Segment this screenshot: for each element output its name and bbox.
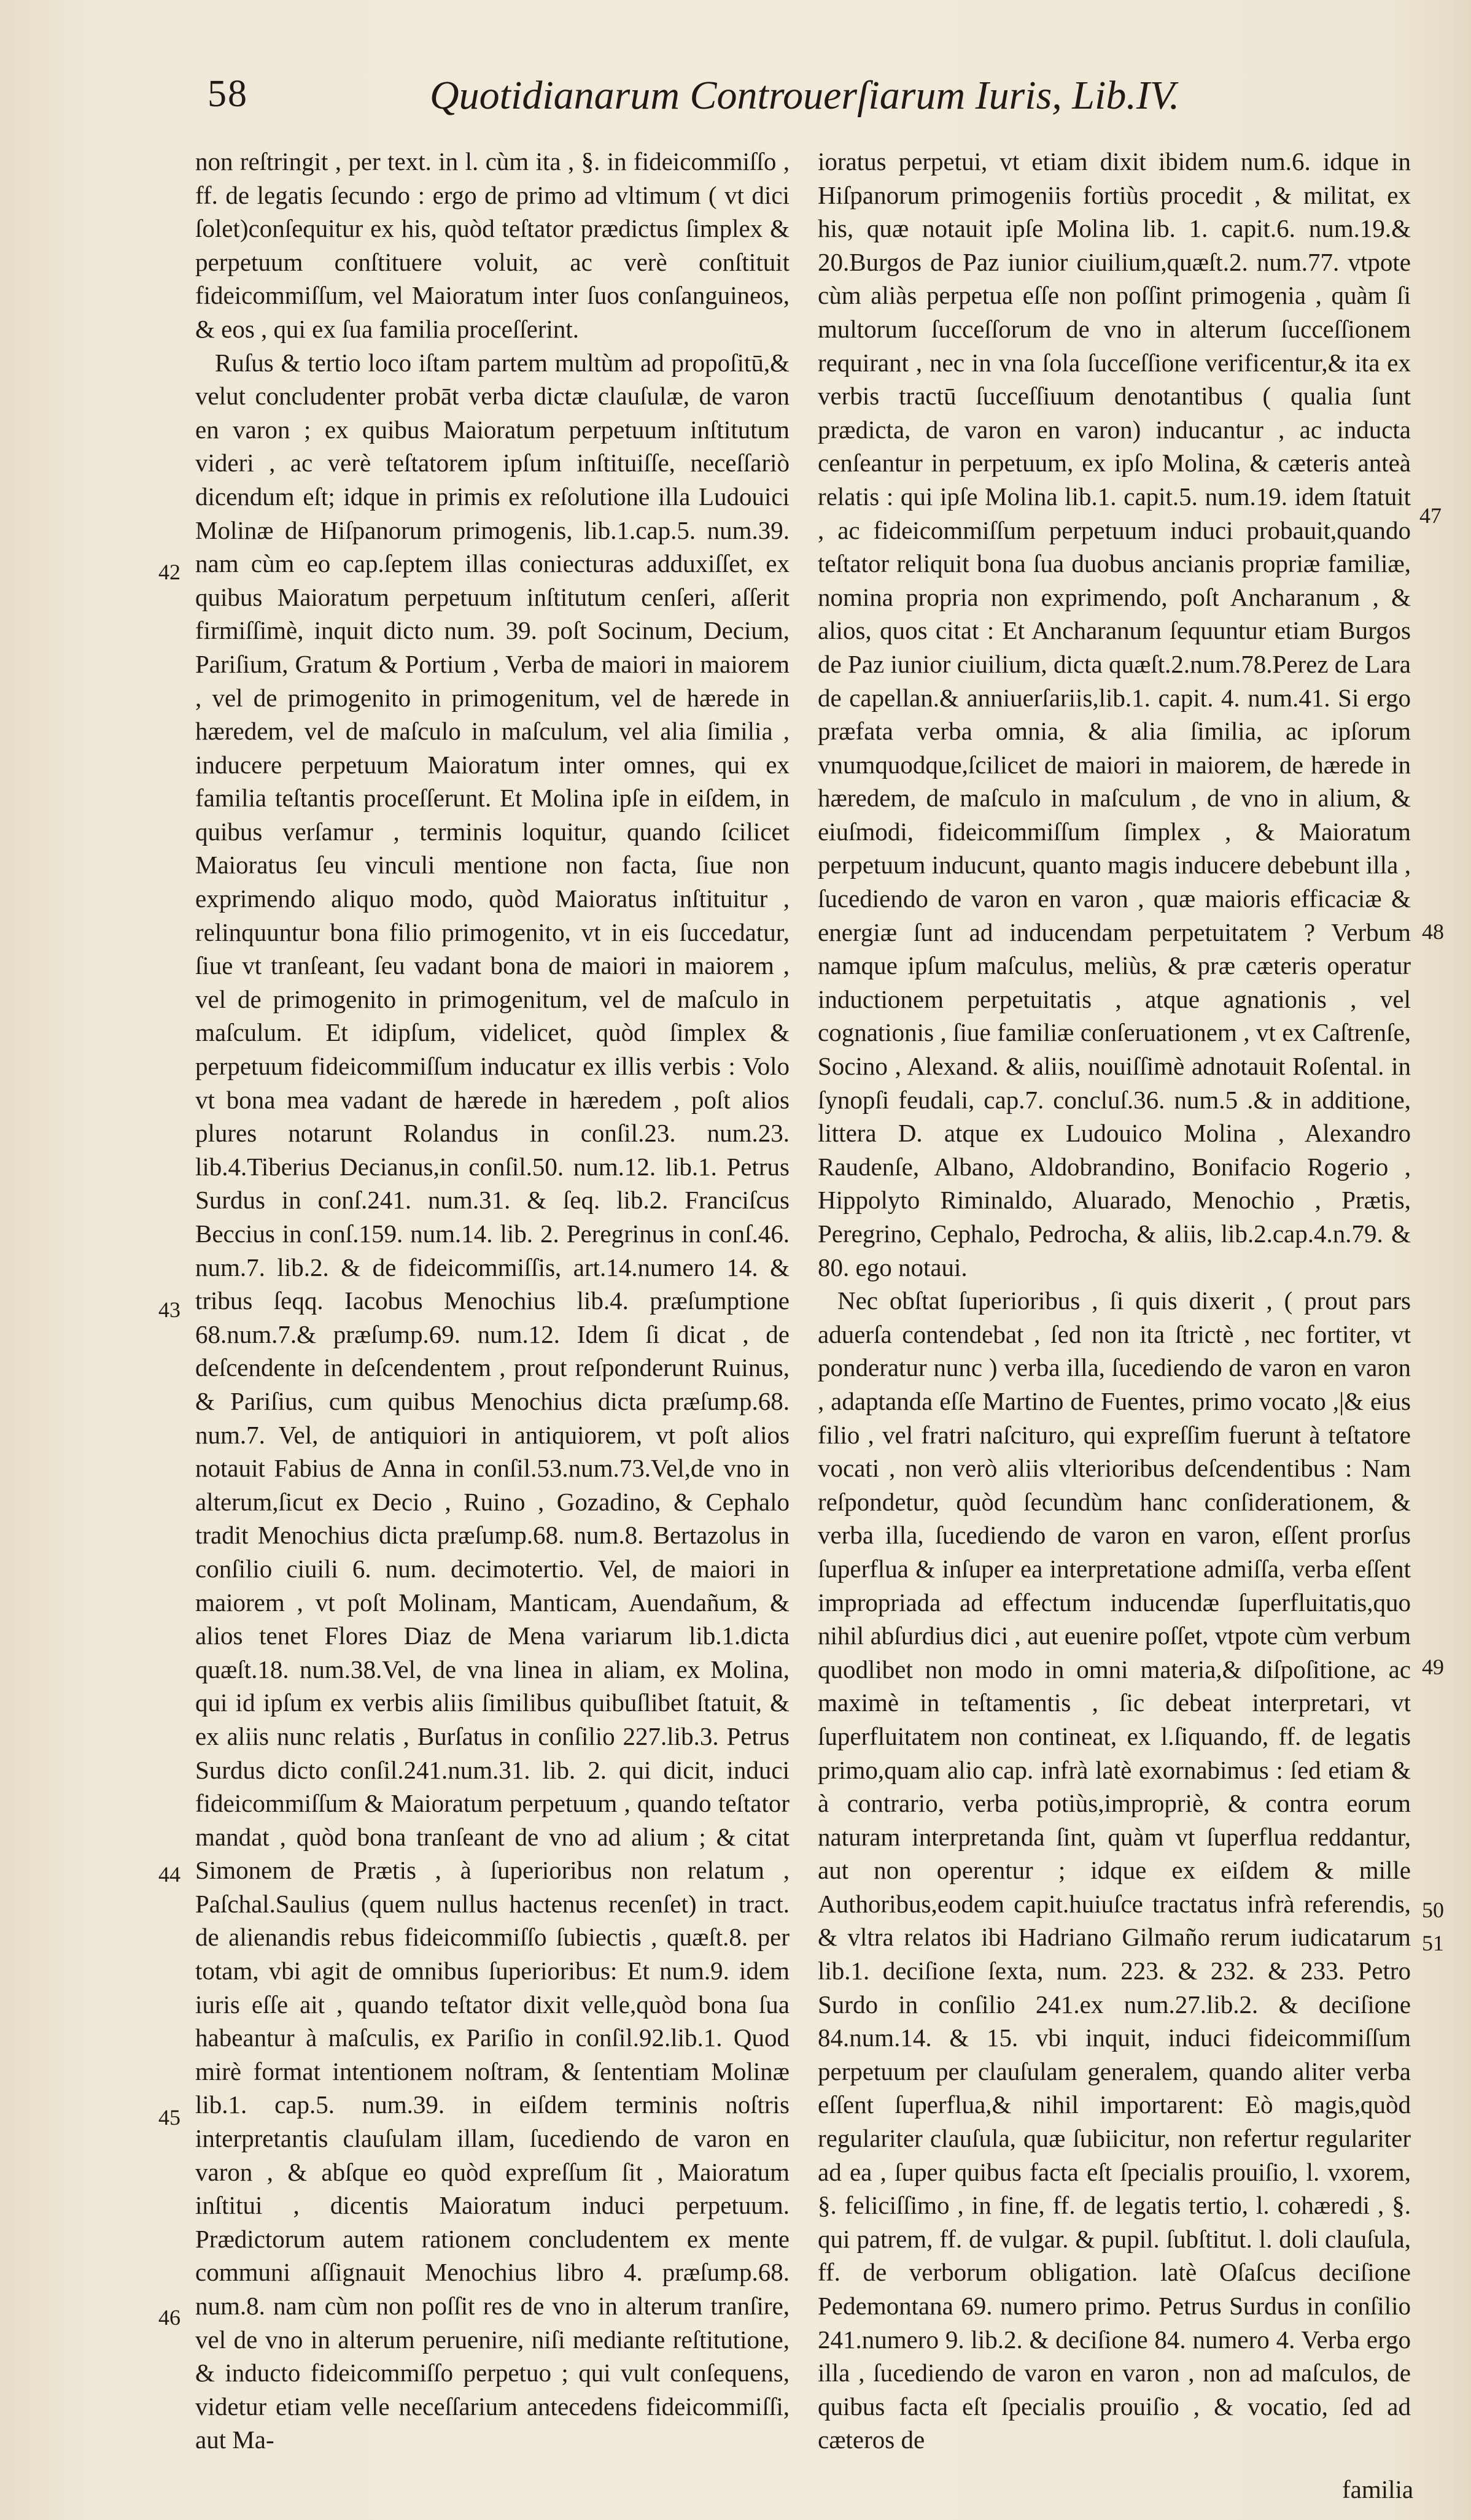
left-text-column [195,145,790,2483]
paragraph: Ruſus & tertio loco iſtam partem multùm ad propoſitū,& velut concludenter probāt verba dictæ clauſulæ, de varon en varon ; ex quibus Maioratum perpetuum inſtitutum videri , ac verè teſtatorem ipſum inſtituiſſe, neceſſariò dicendum eſt; idque in primis ex reſolutione illa Ludouici Molinæ de Hiſpanorum primogenis, lib.1.cap.5. num.39. nam cùm eo cap.ſeptem illas coniecturas adduxiſſet, ex quibus Maioratum perpetuum inſtitutum cenſeri, aſſerit firmiſſimè, inquit dicto num. 39. poſt Socinum, Decium, Pariſium, Gratum & Portium , Verba de maiori in maiorem , vel de primogenito in primogenitum, vel de hærede in hæredem, vel de maſculo in maſculum, vel alia ſimilia , inducere perpetuum Maioratum inter omnes, qui ex familia teſtantis proceſſerunt. Et Molina ipſe in eiſdem, in quibus verſamur , terminis loquitur, quando ſcilicet Maioratus ſeu vinculi mentione non facta, ſiue non exprimendo aliquo modo, quòd Maioratus inſtituitur , relinquuntur bona filio primogenito, vt in eis ſuccedatur, ſiue vt tranſeant, ſeu vadant bona de maiori in maiorem , vel de primogenito in primogenitum, vel de maſculo in maſculum. Et idipſum, videlicet, quòd ſimplex & perpetuum fideicommiſſum inducatur ex illis verbis : Volo vt bona mea vadant de hærede in hæredem , poſt alios plures notarunt Rolandus in conſil.23. num.23. lib.4.Tiberius Decianus,in conſil.50. num.12. lib.1. Petrus Surdus in conſ.241. num.31. & ſeq. lib.2. Franciſcus Beccius in conſ.159. num.14. lib. 2. Peregrinus in conſ.46. num.7. lib.2. & de fideicommiſſis, art.14.numero 14. & tribus ſeqq. Iacobus Menochius lib.4. præſumptione 68.num.7.& præſump.69. num.12. Idem ſi dicat , de deſcendente in deſcendentem , prout reſponderunt Ruinus, & Pariſius, cum quibus Menochius dicta præſump.68. num.7. Vel, de antiquiori in antiquiorem, vt poſt alios notauit Fabius de Anna in conſil.53.num.73.Vel,de vno in alterum,ſicut ex Decio , Ruino , Gozadino, & Cephalo tradit Menochius dicta præſump.68. num.8. Bertazolus in conſilio ciuili 6. num. decimotertio. Vel, de maiori in maiorem , vt poſt Molinam, Manticam, Auendañum, & alios tenet Flores Diaz de Mena variarum lib.1.dicta quæſt.18. num.38.Vel, de vna linea in aliam, ex Molina, qui id ipſum ex verbis aliis ſimilibus quibuſlibet ſtatuit, & ex aliis nunc relatis , Burſatus in conſilio 227.lib.3. Petrus Surdus dicto conſil.241.num.31. lib. 2. qui dicit, induci fideicommiſſum & Maioratum perpetuum , quando teſtator mandat , quòd bona tranſeant de vno ad alium ; & citat Simonem de Prætis , à ſuperioribus non relatum , Paſchal.Saulius (quem nullus hactenus recenſet) in tract. de alienandis rebus fideicommiſſo ſubiectis , quæſt.8. per totam, vbi agit de omnibus ſuperioribus: Et num.9. idem iuris eſſe ait , quando teſtator dixit velle,quòd bona ſua habeantur à maſculis, ex Pariſio in conſil.92.lib.1. Quod mirè format intentionem noſtram, & ſententiam Molinæ lib.1. cap.5. num.39. in eiſdem terminis noſtris interpretantis clauſulam illam, ſucediendo de varon en varon , & abſque eo quòd expreſſum ſit , Maioratum inſtitui , dicentis Maioratum induci perpetuum. Prædictorum autem rationem concludentem ex mente communi aſſignauit Menochius libro 4. præſump.68. num.8. nam cùm non poſſit res de vno in alterum tranſire, vel de vno in alterum peruenire, niſi mediante reſtitutione, & inducto fideicommiſſo perpetuo ; qui vult conſequens, videtur etiam velle neceſſarium antecedens fideicommiſſi, aut Ma- [195,348,790,2454]
paragraph: Nec obſtat ſuperioribus , ſi quis dixerit , ( prout pars aduerſa contendebat , ſed non ita ſtrictè , nec fortiter, vt ponderatur nunc ) verba illa, ſucediendo de varon en varon , adaptanda eſſe Martino de Fuentes, primo vocato ,|& eius filio , vel fratri naſcituro, qui expreſſim fuerunt à teſtatore vocati , non verò aliis vlterioribus deſcendentibus : Nam reſpondetur, quòd ſecundùm hanc conſiderationem, & verba illa, ſucediendo de varon en varon, eſſent prorſus ſuperflua & inſuper ea interpretatione admiſſa, verba eſſent impropriada ad effectum inducendæ ſuperfluitatis,quo nihil abſurdius dici , aut euenire poſſet, vtpote cùm verbum quodlibet non modo in omni materia,& diſpoſitione, ac maximè in teſtamentis , ſic debeat interpretari, vt ſuperfluitatem non contineat, ex l.ſiquando, ff. de legatis primo,quam alio cap. infrà latè exornabimus : ſed etiam & à contrario, verba potiùs,impropriè, & contra eorum naturam interpretanda ſint, quàm vt ſuperflua reddantur, aut non operentur ; idque ex eiſdem & mille Authoribus,eodem capit.huiuſce tractatus infrà referendis, & vltra relatos ibi Hadriano Gilmaño rerum iudicatarum lib.1. deciſione ſexta, num. 223. & 232. & 233. Petro Surdo in conſilio 241.ex num.27.lib.2. & deciſione 84.num.14. & 15. vbi inquit, induci fideicommiſſum perpetuum per clauſulam generalem, quando aliter verba eſſent ſuperflua,& nihil importarent: Eò magis,quòd regulariter clauſula, quæ ſubiicitur, non refertur regulariter ad ea , ſuper quibus facta eſt ſpecialis prouiſio, l. vxorem, §. feliciſſimo , in fine, ff. de legatis tertio, l. cohæredi , §. qui patrem, ff. de vulgar. & pupil. ſubſtitut. l. doli clauſula, ff. de verborum obligation. latè Oſaſcus deciſione Pedemontana 69. numero primo. Petrus Surdus in conſilio 241.numero 9. lib.2. & deciſione 84. numero 4. Verba ergo illa , ſucediendo de varon en varon , non ad maſculos, de quibus facta eſt ſpecialis prouiſio , & vocatio, ſed ad cæteros de [818,1286,1411,2454]
margin-number: 48 [1422,919,1444,944]
right-text-column [818,145,1411,2495]
margin-number: 44 [158,1862,180,1887]
margin-number: 47 [1419,503,1442,528]
running-title: Quotidianarum Controuerſiarum Iuris, Lib.IV. [430,73,1180,118]
margin-number: 49 [1422,1655,1444,1679]
page-number: 58 [208,73,248,115]
margin-number: 42 [158,560,180,584]
paragraph: ioratus perpetui, vt etiam dixit ibidem num.6. idque in Hiſpanorum primogeniis fortiùs procedit , & militat, ex his, quæ notauit ipſe Molina lib. 1. capit.6. num.19.& 20.Burgos de Paz iunior ciuilium,quæſt.2. num.77. vtpote cùm aliàs perpetua eſſe non poſſint primogenia , quàm ſi multorum ſucceſſorum de vno in alterum ſucceſſionem requirant , nec in vna ſola ſucceſſione verificentur,& ita ex verbis tractū ſucceſſiuum denotantibus ( qualia ſunt prædicta, de varon en varon) inducantur , ac inducta cenſeantur in perpetuum, ex ipſo Molina, & cæteris anteà relatis : qui ipſe Molina lib.1. capit.5. num.19. idem ſtatuit , ac fideicommiſſum perpetuum induci probauit,quando teſtator reliquit bona ſua duobus ancianis propriæ familiæ, nomina propria non exprimendo, poſt Ancharanum , & alios, quos citat : Et Ancharanum ſequuntur etiam Burgos de Paz iunior ciuilium, dicta quæſt.2.num.78.Perez de Lara de capellan.& anniuerſariis,lib.1. capit. 4. num.41. Si ergo præfata verba omnia, & alia ſimilia, ac ipſorum vnumquodque,ſcilicet de maiori in maiorem, de hærede in hæredem, de maſculo in maſculum , de vno in alium, & eiuſmodi, fideicommiſſum ſimplex , & Maioratum perpetuum inducunt, quanto magis inducere debebunt illa , ſucediendo de varon en varon , quæ maioris efficaciæ & energiæ ſunt ad inducendam perpetuitatem ? Verbum namque ipſum maſculus, meliùs, & præ cæteris operatur inductionem perpetuitatis , atque agnationis , vel cognationis , ſiue familiæ conſeruationem , vt ex Caſtrenſe, Socino , Alexand. & aliis, nouiſſimè adnotauit Roſental. in ſynopſi feudali, cap.7. concluſ.36. num.5 .& in additione, littera D. atque ex Ludouico Molina , Alexandro Raudenſe, Albano, Aldobrandino, Bonifacio Rogerio , Hippolyto Riminaldo, Aluarado, Menochio , Prætis, Peregrino, Cephalo, Pedrocha, & aliis, lib.2.cap.4.n.79. & 80. ego notaui. [818,147,1411,1281]
margin-number: 50 [1422,1898,1444,1922]
margin-number: 45 [158,2105,180,2130]
page-header [0,72,1471,134]
margin-number: 43 [158,1297,180,1322]
margin-number: 46 [158,2305,180,2330]
paragraph: non reſtringit , per text. in l. cùm ita , §. in fideicommiſſo , ff. de legatis ſecundo : ergo de primo ad vltimum ( vt dici ſolet)conſequitur ex his, quòd teſtator prædictus ſimplex & perpetuum conſtituere voluit, ac verè conſtituit fideicommiſſum, vel Maioratum inter ſuos conſanguineos, & eos , qui ex ſua familia proceſſerint. [195,147,790,343]
catchword: familia [1342,2475,1414,2503]
margin-number: 51 [1422,1931,1444,1955]
